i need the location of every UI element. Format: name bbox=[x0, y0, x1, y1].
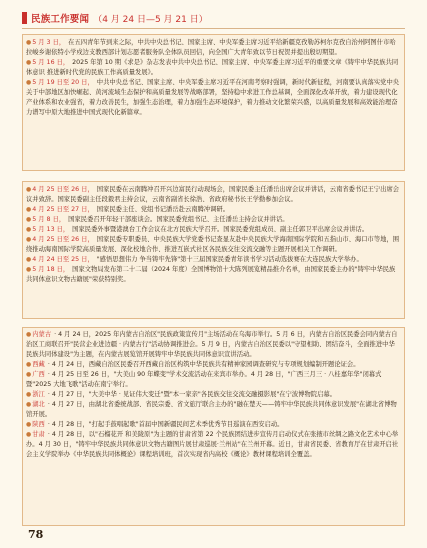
entry-date: 4 月 25 日至 26 日， bbox=[32, 186, 94, 193]
entry-date: 5 月 8 日， bbox=[32, 216, 66, 223]
news-entry bbox=[23, 420, 404, 430]
news-entry bbox=[23, 235, 404, 255]
news-entry bbox=[23, 400, 404, 420]
bullet-icon: ● bbox=[26, 431, 32, 438]
page-number: 78 bbox=[28, 528, 44, 541]
news-entry bbox=[23, 370, 404, 390]
entry-text: 国家民委外事暨港澳台工作会议在北方民族大学召开。国家民委党组成员、副主任郭卫平出席会议并讲话。 bbox=[72, 226, 369, 233]
bullet-icon: ● bbox=[26, 331, 32, 338]
entry-text: · 4 月 24 日，西藏自治区民委召开西藏自治区构筑中华民族共有精神家园调查研究与专项规划编制开题论证会。 bbox=[47, 361, 360, 368]
entry-region: 浙江 bbox=[32, 391, 45, 398]
entry-date: 4 月 24 日至 25 日， bbox=[32, 256, 94, 263]
entry-region: 陕西 bbox=[32, 421, 45, 428]
entry-text: · 4 月 24 日，2025 年内蒙古自治区"民族政策宣传月"主场活动在乌海市举行。5 月 6 日，内蒙古自治区民委会同内蒙古自治区工商联召开"民营企业进边疆 · 内蒙古行"活动协调推进会。5 月 9 日，内蒙古自治区民委以"守望相助、团结奋斗，全面推进中华民族共同体建设"为主题，在内蒙古展览馆开展铸牢中华民族共同体意识宣讲活动。 bbox=[26, 331, 398, 358]
bullet-icon: ● bbox=[26, 421, 32, 428]
bullet-icon: ● bbox=[26, 216, 32, 223]
entry-date: 5 月 13 日， bbox=[32, 226, 70, 233]
bullet-icon: ● bbox=[26, 226, 32, 233]
news-entry bbox=[23, 78, 404, 118]
entry-region: 西藏 bbox=[32, 361, 45, 368]
regional-news-box bbox=[22, 327, 405, 526]
bullet-icon: ● bbox=[26, 266, 32, 273]
header-accent-bar bbox=[22, 12, 27, 24]
entry-text: 国家民委专职委员、中央民族大学党委书记查显友赴中央民族大学海南国际学院和五指山市、海口市等地，围绕推动海南国际学院高质量发展、深化校地合作、推进互嵌式社区各民族交往交流交融等主题开展相关工作调研。 bbox=[26, 236, 400, 253]
news-entry bbox=[23, 215, 404, 225]
bullet-icon: ● bbox=[26, 236, 32, 243]
entry-text: 中共中央总书记、国家主席、中央军委主席习近平在河南考察时强调，新时代新征程，河南要认真落实党中央关于中部地区加快崛起、黄河流域生态保护和高质量发展等战略部署，坚持稳中求进工作总基调，全面深化改革开放，着力建设现代化产业体系和农业强省，着力改善民生，加强生态治理，着力加强生态环境保护，着力推动文化繁荣兴盛，以高质量发展和高效能治理奋力谱写中原大地推进中国式现代化新篇章。 bbox=[26, 79, 400, 116]
section-header bbox=[22, 10, 208, 26]
entry-text: 国家文物局发布第二十二届（2024 年度）全国博物馆十大陈列展览精品推介名单，由国家民委主办的"铸牢中华民族共同体意识文物古籍展"荣获特别奖。 bbox=[26, 266, 396, 283]
commission-news-box bbox=[22, 181, 405, 319]
news-entry bbox=[23, 430, 404, 460]
entry-text: · 4 月 27 日，"大美中华 · 见证伟大变迁"暨"本一家亲"各民族交往交流交融摄影展"在宁波博物院启幕。 bbox=[47, 391, 336, 398]
entry-text: 在五四青年节到来之际，中共中央总书记、国家主席、中央军委主席习近平给新疆克孜勒苏柯尔克孜自治州阿图什市哈拉峻乡谢依特小学戍边支教西部计划志愿者服务队全体队员回信，向全国广大青年致以节日祝贺并提出殷切期望。 bbox=[26, 39, 396, 56]
news-entry bbox=[23, 225, 404, 235]
entry-text: · 4 月 27 日，由湖北省委统战部、省民宗委、省文旅厅联合主办的"融在楚天——铸牢中华民族共同体意识发展"在湖北省博物馆开展。 bbox=[26, 401, 397, 418]
header-date-range: （4 月 24 日—5 月 21 日） bbox=[93, 14, 208, 25]
entry-date: 5 月 18 日， bbox=[32, 266, 70, 273]
news-entry bbox=[23, 265, 404, 285]
header-divider bbox=[22, 28, 405, 29]
entry-text: 国家民委主任、党组书记潘岳赴云南腾冲调研。 bbox=[96, 206, 230, 213]
entry-text: 国家民委在云南腾冲召开兴边富民行动现场会，国家民委主任潘岳出席会议并讲话，云南省委书记王宁出席会议并致辞。国家民委副主任段毅君主持会议，云南省副省长徐浩、省政府秘书长王学勤参加会议。 bbox=[26, 186, 400, 203]
entry-date: 5 月 19 日至 20 日， bbox=[32, 79, 94, 86]
news-entry bbox=[23, 185, 404, 205]
entry-region: 湖北 bbox=[32, 401, 45, 408]
bullet-icon: ● bbox=[26, 39, 32, 46]
news-entry bbox=[23, 390, 404, 400]
entry-text: 国家民委召开年轻干部座谈会。国家民委党组书记、主任潘岳主持会议并讲话。 bbox=[68, 216, 289, 223]
bullet-icon: ● bbox=[26, 206, 32, 213]
news-entry bbox=[23, 330, 404, 360]
entry-text: 2025 年第 10 期《求是》杂志发表中共中央总书记、国家主席、中央军委主席习近平的重要文章《铸牢中华民族共同体意识 推进新时代党的民族工作高质量发展》。 bbox=[26, 59, 399, 76]
news-entry bbox=[23, 255, 404, 265]
entry-date: 5 月 3 日， bbox=[32, 39, 66, 46]
news-entry bbox=[23, 38, 404, 58]
news-entry bbox=[23, 58, 404, 78]
bullet-icon: ● bbox=[26, 59, 32, 66]
header-title: 民族工作要闻 bbox=[31, 14, 90, 25]
bullet-icon: ● bbox=[26, 371, 32, 378]
news-entry bbox=[23, 205, 404, 215]
entry-date: 4 月 25 日至 27 日， bbox=[32, 206, 94, 213]
entry-date: 4 月 25 日至 26 日， bbox=[32, 236, 94, 243]
bullet-icon: ● bbox=[26, 401, 32, 408]
central-news-box bbox=[22, 34, 405, 171]
bullet-icon: ● bbox=[26, 391, 32, 398]
entry-region: 广西 bbox=[32, 371, 45, 378]
entry-region: 甘肃 bbox=[32, 431, 45, 438]
entry-text: · 4 月 25 日至 26 日，"大美山 90 年蝶变"学术交流活动在来宾市举办。4 月 28 日，"广西三月三 · 八桂嘉年华"闭幕式暨"2025 大地飞歌"活动在南宁举行。 bbox=[26, 371, 382, 388]
entry-text: · 4 月 28 日，"打起手鼓唱起歌"首届中国新疆民间艺术季优秀节目巡演在西安启动。 bbox=[47, 421, 284, 428]
news-entry bbox=[23, 360, 404, 370]
bullet-icon: ● bbox=[26, 186, 32, 193]
bullet-icon: ● bbox=[26, 79, 32, 86]
bullet-icon: ● bbox=[26, 361, 32, 368]
entry-region: 内蒙古 bbox=[32, 331, 52, 338]
bullet-icon: ● bbox=[26, 256, 32, 263]
entry-text: "感悟思想伟力 争当铸牢先锋"第十三届国家民委青年读书学习活动选拔赛在大连民族大学举办。 bbox=[96, 256, 363, 263]
entry-text: · 4 月 28 日，以"石榴花开 和美陇原"为主题的甘肃省第 22 个民族团结进步宣传月启动仪式在张掖市丝绸之路文化艺术中心举办。4 月 30 日，"铸牢中华民族共同体意识文物古籍图片展甘肃巡展·兰州站"在兰州开幕。近日，甘肃省民委、省教育厅在甘肃开启社会主义学院举办《中华民族共同体概论》课程培训班，首次实现省内高校《概论》教材课程培训全覆盖。 bbox=[26, 431, 399, 458]
entry-date: 5 月 16 日， bbox=[32, 59, 70, 66]
